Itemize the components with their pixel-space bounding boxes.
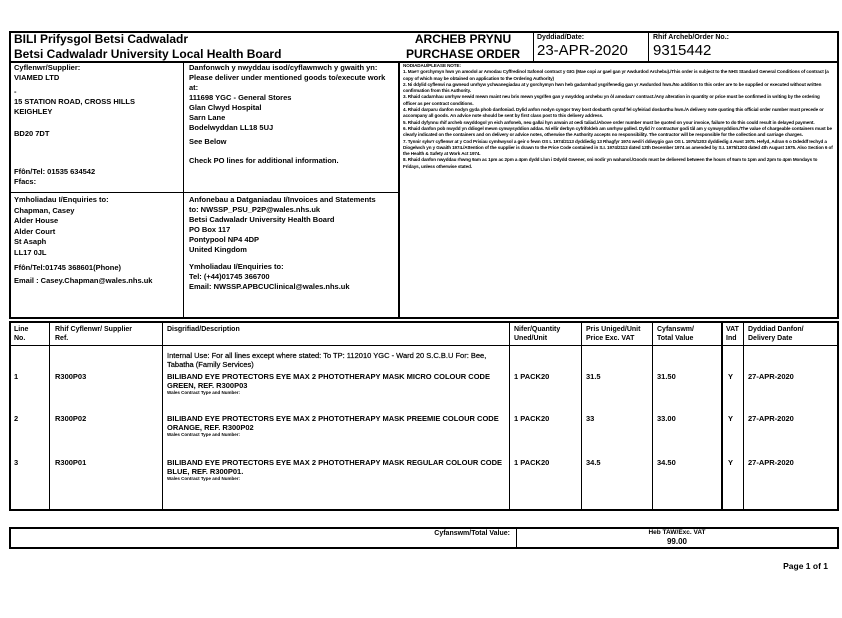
row-delivery-date: 27-APR-2020 [748,414,794,423]
note-item: 1. Mae'r gorchymyn hwn yn amodol ar Amodau Cyffredinol Safonol contract y GIG (Mae copi ar gael gan yr Awdurdod Archebu)./This order is subject to the NHS Standard General Conditions of contract (a copy of which may be obtained on application to the Ordering Authority) [403,69,829,81]
row-unit-price: 31.5 [586,372,601,381]
supplier-line: - [14,87,17,96]
enquiries-label: Ymholiadau I/Enquiries to: [14,195,109,204]
org-name-welsh: BILI Prifysgol Betsi Cadwaladr [14,32,189,46]
header-unit-price [586,325,640,343]
contract-type: Wales Contract Type and Number: [167,476,241,481]
row-supplier-ref: R300P02 [55,414,87,423]
header-text: VAT [726,326,739,333]
row-total: 33.00 [657,414,676,423]
contract-type: Wales Contract Type and Number: [167,432,241,437]
supplier-town: KEIGHLEY [14,107,53,116]
divider [581,322,582,510]
row-delivery-date: 27-APR-2020 [748,458,794,467]
row-quantity: 1 PACK20 [514,458,550,467]
order-number: 9315442 [653,42,712,59]
divider [509,322,510,510]
row-vat: Y [728,414,734,423]
order-date: 23-APR-2020 [537,42,628,59]
note-item: 7. Tynnir sylw'r cyflenwr at y Cod Prisiau cymhwysol a geir o fewn OS L 1974/2113 dyddiedig 13 Rhagfyr 1974 wedi'i ddiwygio gan OS L 1975/1203 dyddiedig 4 Awst 1975. Hefyd, Adran 6 o Ddeddf Iechyd a Diogelwch yn y Gwaith 1974./Attention of the supplier is drawn to the Price Code contained in S.I. 1974/2113 dated 13th December 1974 as amended by S.I. 1975/1203 dated 4th August 1975. Also Section 6 of the Health & Safety at Work Act 1974. [403,138,833,157]
header-delivery-date [748,325,804,343]
header-text: Price Exc. VAT [586,335,635,342]
delivery-town: Bodelwyddan LL18 5UJ [189,123,274,132]
exc-vat-label: Heb TAW/Exc. VAT [648,529,706,536]
divider [10,345,838,346]
see-below: See Below [189,137,227,146]
header-text: Ref. [55,335,69,342]
row-supplier-ref: R300P01 [55,458,87,467]
description-text: BILIBAND EYE PROTECTORS EYE MAX 2 PHOTOTHERAPY MASK REGULAR COLOUR CODE BLUE, REF. R300P01. [167,458,503,476]
invoices-pobox: PO Box 117 [189,225,231,234]
invoices-enquiries-email[interactable]: Email: NWSSP.APBCUClinical@wales.nhs.uk [189,282,350,291]
header-description: Disgrifiad/Description [167,326,240,333]
enquiries-address: Alder Court [14,226,56,236]
delivery-label: Danfonwch y nwyddau isod/cyflawnwch y gwaith yn: Please deliver under mentioned goods to/execute work at: [189,63,386,92]
divider [652,322,653,510]
divider [49,322,50,510]
header-text: Ind [726,335,737,342]
header-text: Uned/Unit [514,335,548,342]
row-quantity: 1 PACK20 [514,372,550,381]
supplier-address: 15 STATION ROAD, CROSS HILLS [14,97,135,106]
header-text: Nifer/Quantity [514,326,561,333]
header-vat [726,325,739,343]
note-item: 3. Rhaid cadarnhau unrhyw newid mewn maint neu bris mewn ysgrifen gan y swyddog archebu yn ôl amodau'r contract./Any alteration in quantity or price must be confirmed in writing by the ordering officer as per contract conditions. [403,94,820,106]
header-text: Delivery Date [748,335,793,342]
check-po-lines: Check PO lines for additional information. [189,156,339,165]
invoices-org: Betsi Cadwaladr University Health Board [189,215,335,224]
row-vat: Y [728,372,734,381]
row-description [167,414,507,438]
header-text: Line [14,326,29,333]
row-total: 31.50 [657,372,676,381]
description-text: BILIBAND EYE PROTECTORS EYE MAX 2 PHOTOTHERAPY MASK MICRO COLOUR CODE GREEN, REF. R300P03 [167,372,490,390]
row-delivery-date: 27-APR-2020 [748,372,794,381]
header-text: Dyddiad Danfon/ [748,326,804,333]
divider [743,322,744,510]
doc-title-welsh: ARCHEB PRYNU [414,32,512,46]
header-text: Rhif Cyflenwr/ Supplier [55,326,133,333]
row-unit-price: 33 [586,414,595,423]
notes-section [403,63,833,170]
row-line-no: 3 [14,458,19,467]
divider [721,322,723,510]
enquiries-address: Alder House [14,216,59,225]
note-item: 2. Ni ddylid cyflenwi na gwneud unrhyw ychwanegiadau at y gorchymyn hwn heb gadarnhad ysgrifenedig gan yr Awdurdod hwn./No addition to this order are to be supplied or executed without written confirmation from this Authority. [403,81,822,94]
invoices-section [189,195,394,292]
divider [533,31,534,63]
internal-use-note: Internal Use: For all lines except where stated: To TP: 112010 YGC - Ward 20 S.C.B.U For: Bee, Tabatha (Family Services) [167,351,487,369]
supplier-postcode: BD20 7DT [14,129,50,138]
supplier-fax: Ffacs: [14,177,37,186]
row-vat: Y [728,458,734,467]
invoices-country: United Kingdom [189,245,247,254]
row-line-no: 2 [14,414,19,423]
enquiries-email[interactable]: Email : Casey.Chapman@wales.nhs.uk [14,275,153,285]
enquiries-address: St Asaph [14,237,47,246]
enquiries-contact: Chapman, Casey [14,205,75,215]
delivery-street: Sarn Lane [189,113,226,122]
header-supplier-ref [55,325,132,343]
header-text: Cyfanswm/ [657,326,694,333]
contract-type: Wales Contract Type and Number: [167,390,241,395]
header-text: Total Value [657,335,694,342]
header-quantity [514,325,560,343]
divider [162,322,163,510]
date-label: Dyddiad/Date: [537,34,585,41]
note-item: 4. Rhaid darparu danfon nodyn gyda phob danfoniad. Dylid anfon nodyn cyngor trwy bost dosbarth cyntaf fel cyfeiriad dosbarthu hwn./A delivery note quoting this official order number must precede or accompany all goods. An advice note should be sent by first class post to this delivery address. [403,107,824,119]
header-text: No. [14,335,26,342]
row-quantity: 1 PACK20 [514,414,550,423]
header-total-value [657,325,694,343]
header-text: Pris Uniged/Unit [586,326,641,333]
delivery-location: 111698 YGC - General Stores [189,93,292,102]
note-item: 8. Rhaid danfon nwyddau rhwng 9am ac 1pm ac 2pm a 4pm dydd Llun i Ddydd Gwener, oni nodir yn wahanol./Goods must be delivered between the hours of 9am to 1pm and 2pm to 4pm Mondays to Fridays, unless otherwise stated. [403,157,818,169]
divider [398,62,400,318]
supplier-label: Cyflenwr/Supplier: [14,63,81,72]
enquiries-phone: Ffôn/Tel:01745 368601(Phone) [14,263,121,272]
supplier-phone: Ffôn/Tel: 01535 634542 [14,167,96,176]
row-supplier-ref: R300P03 [55,372,87,381]
row-total: 34.50 [657,458,676,467]
invoices-enquiries-label: Ymholiadau I/Enquiries to: [189,262,284,271]
total-value: 99.00 [666,537,688,546]
invoices-email[interactable]: to: NWSSP_PSU_P2P@wales.nhs.uk [189,205,321,214]
note-item: 5. Rhaid dyfynnu rhif archeb swyddogol yn eich anfoneb, neu gallai hyn arwain at oedi taliad./Above order number must be quoted on your invoice, failure to do this could result in delayed payment. [403,119,815,125]
doc-title-english: PURCHASE ORDER [405,47,520,61]
row-unit-price: 34.5 [586,458,601,467]
note-item: 6. Rhaid danfon pob nwydd yn ddiogel mewn cynwysyddion addas. Ni ellir derbyn cyfrifoldeb am unrhyw golled. Dylid i'r contractwr godi tâl am y cynwysyddion./The value of chargeable containers must be clearly indicated on the containers and on delivery or advice notes, otherwise the Authority accepts no responsibility. The contractor will be responsible for the collection and carriage charges. [403,125,832,138]
supplier-section [14,63,179,187]
divider [648,31,649,63]
row-description [167,458,507,482]
delivery-hospital: Glan Clwyd Hospital [189,103,262,112]
header-line-no [14,325,28,343]
page-number: Page 1 of 1 [783,561,828,571]
row-description [167,372,507,396]
divider [10,192,399,193]
order-number-label: Rhif Archeb/Order No.: [653,34,729,41]
invoices-tel: Tel: (+44)01745 366700 [189,272,270,281]
invoices-town: Pontypool NP4 4DP [189,235,260,244]
description-text: BILIBAND EYE PROTECTORS EYE MAX 2 PHOTOTHERAPY MASK PREEMIE COLOUR CODE ORANGE, REF. R300P02 [167,414,499,432]
notes-title: NODIADAU/PLEASE NOTE: [403,63,461,68]
enquiries-section [14,195,179,286]
row-line-no: 1 [14,372,19,381]
delivery-section [189,63,394,166]
enquiries-postcode: LL17 0JL [14,247,47,257]
divider [183,62,184,318]
total-value-label: Cyfanswm/Total Value: [434,530,510,537]
org-name-english: Betsi Cadwaladr University Local Health Board [14,47,282,61]
supplier-name: VIAMED LTD [14,73,60,82]
invoices-label: Anfonebau a Datganiadau I/Invoices and Statements [189,195,376,204]
